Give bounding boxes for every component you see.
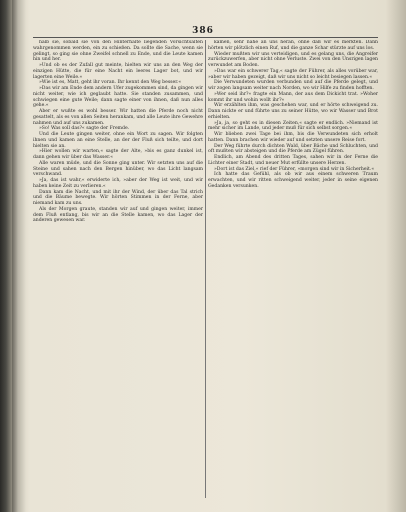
paragraph: Als der Morgen graute, standen wir auf und gingen weiter, immer dem Fluß entlang, bis wir an die Stelle kamen, wo das Lager der anderen gewesen war. <box>33 206 203 224</box>
paragraph: halb sie, sobald sie von den Hinterhalte liegenden Vorsichtsalten wahrgenommen werden, ein zu schießen. Da sollte die Sache, wenn sie gelingt, so ging sie ohne Zweifel schnell zu Ende, und die Leute kamen hin und her. <box>33 40 203 63</box>
paragraph: Dann kam die Nacht, und mit ihr der Wind, der über das Tal strich und die Bäume bewegte. Wir hörten Stimmen in der Ferne, aber niemand kam zu uns. <box>33 189 203 206</box>
text-column-right <box>208 40 378 500</box>
page-number: 386 <box>192 26 214 36</box>
paragraph: kamen, sehr nahe an uns heran, ohne daß wir es merkten. Dann hörten wir plötzlich einen Ruf, und die ganze Schar stürzte auf uns los. <box>208 40 378 51</box>
paragraph: Alle waren müde, und die Sonne ging unter. Wir setzten uns auf die Steine und sahen nach den Bergen hinüber, wo das Licht langsam verschwand. <box>33 160 203 178</box>
book-gutter-shadow <box>12 0 26 512</box>
paragraph: »Wie ist es, Matt, geht ihr voran. Ihr kennt den Weg besser.« <box>39 80 182 86</box>
paragraph: »So! Was soll das?« sagte der Fremde. <box>39 126 130 132</box>
header-rule <box>33 37 378 38</box>
text-column-left <box>33 40 203 500</box>
paragraph: »Und ob es der Zufall gut meinte, hielten wir uns an den Weg der einzigen Hütte, die für eine Nacht ein leeres Lager bot, und wir lagerten eine Weile.« <box>33 63 203 80</box>
paragraph: Der Weg führte durch dichten Wald, über Bäche und Schluchten, und oft mußten wir absteigen und die Pferde am Zügel führen. <box>208 143 378 155</box>
paragraph: Wir blieben zwei Tage bei ihm, bis die Verwundeten sich erholt hatten. Dann brachen wir wieder auf und setzten unsere Reise fort. <box>208 132 378 143</box>
paragraph: »Ja, das ist wahr,« erwiderte ich, »aber der Weg ist weit, und wir haben keine Zeit zu verlieren.« <box>33 178 203 189</box>
paragraph: Aber er wußte es wohl besser. Wir hatten die Pferde noch nicht gesattelt, als es von allen Seiten herankam, und alle Leute ihre Gewehre nahmen und auf uns zukamen. <box>33 109 203 126</box>
paragraph: »Hier wollen wir warten,« sagte der Alte, »bis es ganz dunkel ist, dann gehen wir über das Wasser.« <box>33 149 203 160</box>
paragraph: Endlich, am Abend des dritten Tages, sahen wir in der Ferne die Lichter einer Stadt, und neuer Mut erfüllte unsere Herzen. <box>208 155 378 166</box>
paragraph: Wieder mußten wir uns verteidigen, und es gelang uns, die Angreifer zurückzuwerfen, aber nicht ohne Verluste. Zwei von den Unsrigen lagen verwundet am Boden. <box>208 51 378 68</box>
column-divider <box>205 40 206 498</box>
paragraph: Wir erzählten ihm, was geschehen war, und er hörte schweigend zu. Dann nickte er und führte uns zu seiner Hütte, wo wir Wasser und Brot erhielten. <box>208 103 378 120</box>
paragraph: Die Verwundeten wurden verbunden und auf die Pferde gelegt, und wir zogen langsam weiter nach Norden, wo wir Hilfe zu finden hofften. <box>208 80 378 91</box>
paragraph: »Das war ein schwerer Tag,« sagte der Führer, als alles vorüber war, »aber wir haben gezeigt, daß wir uns nicht so leicht besiegen lassen.« <box>208 68 378 80</box>
paragraph: Und die Leute gingen weiter, ohne ein Wort zu sagen. Wir folgten ihnen und kamen an eine Stelle, an der der Fluß sich teilte, und dort hielten sie an. <box>33 132 203 149</box>
paragraph: Ich hatte das Gefühl, als ob wir aus einem schweren Traum erwachten, und wir ritten schweigend weiter, jeder in seine eigenen Gedanken versunken. <box>208 172 378 189</box>
paragraph: »Das wir am Ende dem andern Ufer zugekommen sind, da gingen wir nicht weiter, wie ich geglaubt hatte. Sie standen zusammen, und schwiegen eine gute Weile; dann sagte einer von ihnen, daß nun alles gehe.« <box>33 86 203 109</box>
paragraph: »Ja, ja, so geht es in diesen Zeiten,« sagte er endlich. »Niemand ist mehr sicher im Lande, und jeder muß für sich selbst sorgen.« <box>208 120 378 132</box>
paragraph: »Dort ist das Ziel,« rief der Führer, »morgen sind wir in Sicherheit.« <box>214 166 375 172</box>
paragraph: »Wer seid ihr?« fragte ein Mann, der aus dem Dickicht trat. »Woher kommt ihr und wohin wollt ihr?« <box>208 91 378 103</box>
